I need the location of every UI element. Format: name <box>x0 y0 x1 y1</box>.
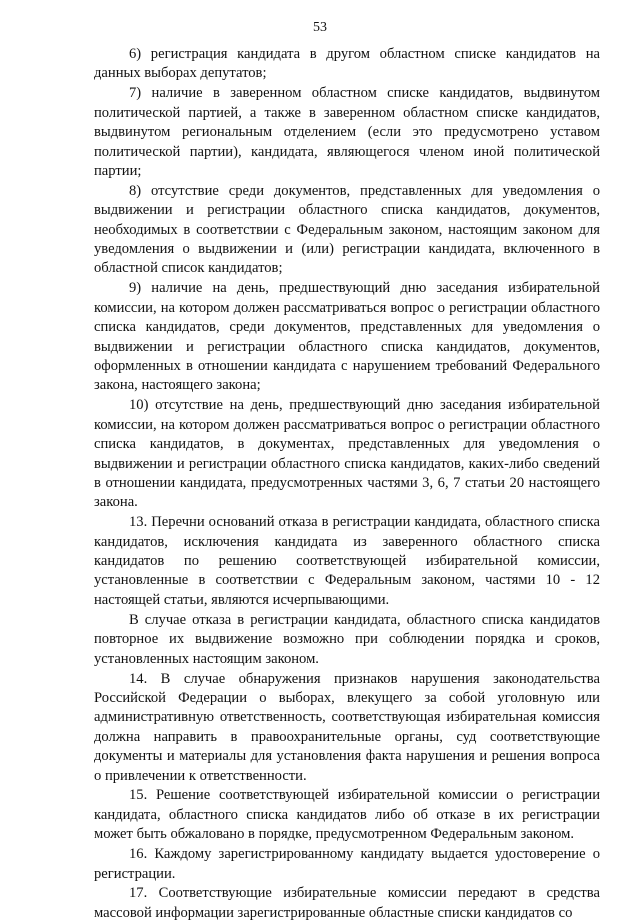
paragraph-section-13: 13. Перечни оснований отказа в регистрации кандидата, областного списка кандидатов, исключения кандидата из заверенного областного списка кандидатов по решению соответствующей избирательной комиссии, установленные в соответствии с Федеральным законом, частями 10 - 12 настоящей статьи, являются исчерпывающими. <box>94 514 600 608</box>
document-body <box>94 45 600 924</box>
paragraph-item-8: 8) отсутствие среди документов, представленных для уведомления о выдвижении и регистрации областного списка кандидатов, документов, необходимых в соответствии с Федеральным законом, настоящим законом для уведомления о выдвижении и (или) регистрации кандидата, включенного в областной список кандидатов; <box>94 182 600 277</box>
paragraph-item-7: 7) наличие в заверенном областном списке кандидатов, выдвинутом политической партией, а также в заверенном областном списке кандидатов, выдвинутом региональным отделением (если это предусмотрено уставом политической партии), кандидата, являющегося членом иной политической партии; <box>94 85 600 179</box>
paragraph-item-6: 6) регистрация кандидата в другом областном списке кандидатов на данных выборах депутатов; <box>94 46 600 82</box>
paragraph-section-14: 14. В случае обнаружения признаков нарушения законодательства Российской Федерации о выборах, влекущего за собой уголовную или административную ответственность, соответствующая избирательная комиссия должна направить в правоохранительные органы, суд соответствующие документы и материалы для установления факта нарушения и решения вопроса о привлечении к ответственности. <box>94 670 600 784</box>
page-number: 53 <box>313 20 327 35</box>
paragraph-section-15: 15. Решение соответствующей избирательной комиссии о регистрации кандидата, областного списка кандидатов либо об отказе в их регистрации может быть обжаловано в порядке, предусмотренном Федеральным законом. <box>94 787 600 843</box>
paragraph-section-17: 17. Соответствующие избирательные комиссии передают в средства массовой информации зарегистрированные областные списки кандидатов со <box>94 885 600 921</box>
paragraph-section-16: 16. Каждому зарегистрированному кандидату выдается удостоверение о регистрации. <box>94 846 600 882</box>
paragraph-item-9: 9) наличие на день, предшествующий дню заседания избирательной комиссии, на котором должен рассматриваться вопрос о регистрации областного списка кандидатов, среди документов, представленных для уведомления о выдвижении и регистрации областного списка кандидатов, документов, оформленных в отношении кандидата с нарушением требований Федерального закона, настоящего закона; <box>94 280 600 394</box>
paragraph-item-10: 10) отсутствие на день, предшествующий дню заседания избирательной комиссии, на котором должен рассматриваться вопрос о регистрации областного списка кандидатов, в документах, представленных для уведомления о выдвижении и регистрации областного списка кандидатов, каких-либо сведений в отношении кандидата, предусмотренных частями 3, 6, 7 статьи 20 настоящего закона. <box>94 397 600 511</box>
paragraph-refusal-note: В случае отказа в регистрации кандидата, областного списка кандидатов повторное их выдвижение возможно при соблюдении порядка и сроков, установленных настоящим законом. <box>94 611 600 667</box>
